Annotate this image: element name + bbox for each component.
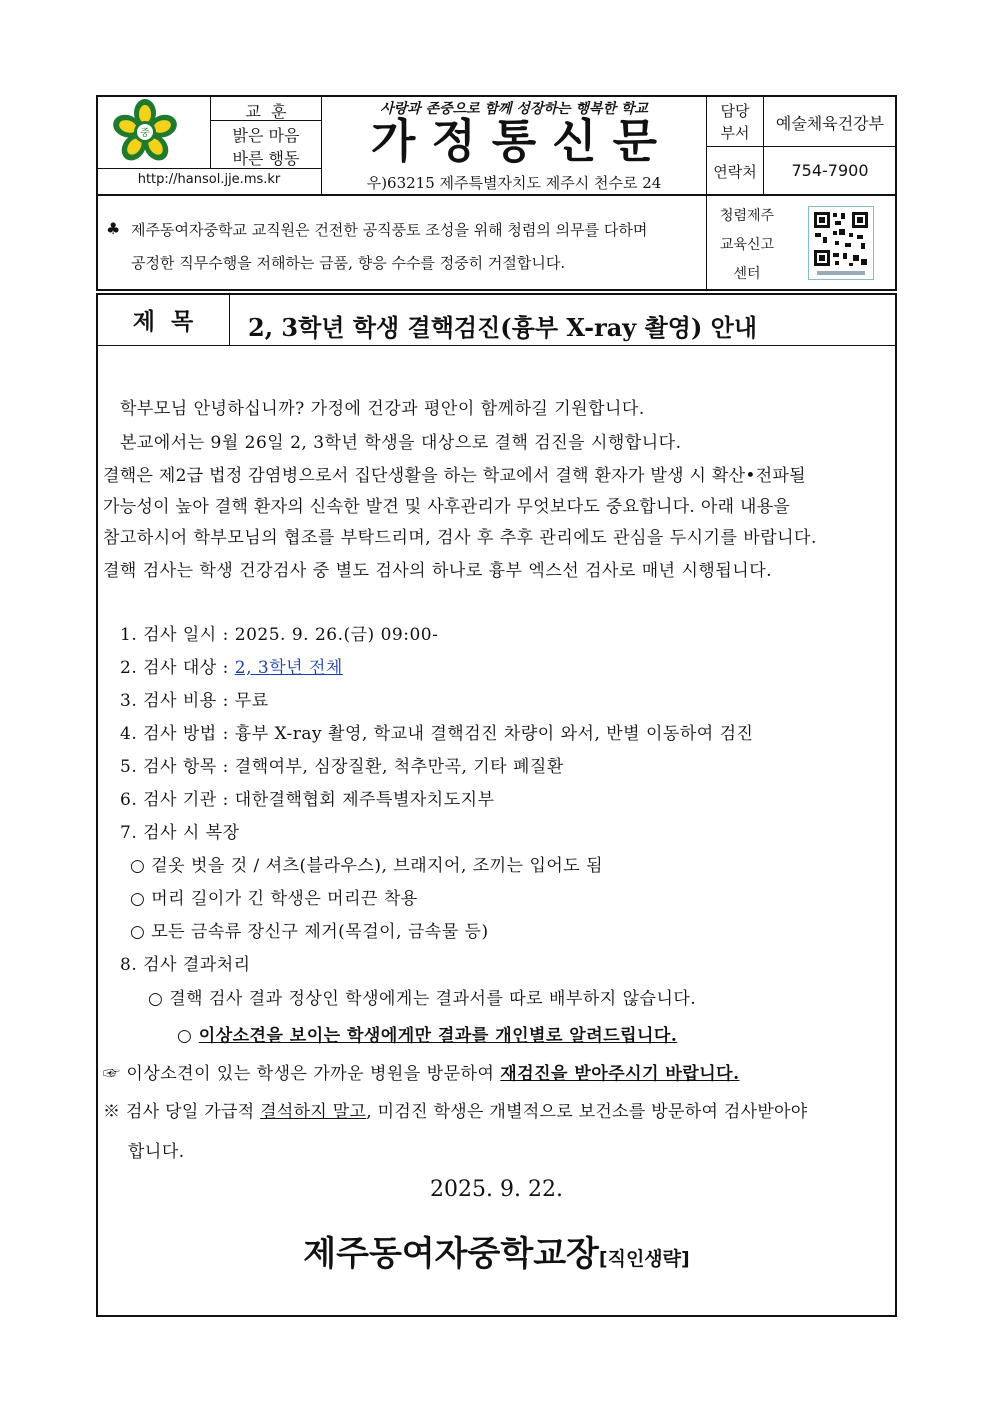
attendance-note-end: 합니다. xyxy=(128,1142,185,1162)
pointing-hand-icon: ☞ xyxy=(103,1064,121,1084)
school-logo xyxy=(110,99,180,165)
report-center-label2: 교육신고 xyxy=(719,237,775,253)
motto-label: 교 훈 xyxy=(245,102,287,121)
item-cost: 3. 검사 비용 : 무료 xyxy=(120,691,269,711)
recheck-note: ☞ 이상소견이 있는 학생은 가까운 병원을 방문하여 재검진을 받아주시기 바랍니다. xyxy=(103,1064,740,1084)
attire-rule-2: ○ 머리 길이가 긴 학생은 머리끈 착용 xyxy=(130,889,418,909)
integrity-line1: 제주동여자중학교 교직원은 건전한 공직풍토 조성을 위해 청렴의 의무를 다하며 xyxy=(131,221,648,239)
intro-paragraph: 본교에서는 9월 26일 2, 3학년 학생을 대상으로 결핵 검진을 시행합니다. xyxy=(120,433,682,453)
tb-paragraph-line2: 가능성이 높아 결핵 환자의 신속한 발견 및 사후관리가 무엇보다도 중요합니다. 아래 내용을 xyxy=(103,497,791,517)
motto-line2: 바른 행동 xyxy=(232,149,300,168)
attendance-note: ※ 검사 당일 가급적 결석하지 말고, 미검진 학생은 개별적으로 보건소를 방문하여 검사받아야 xyxy=(103,1102,808,1122)
subject-label: 제 목 xyxy=(132,309,194,335)
greeting-paragraph: 학부모님 안녕하십니까? 가정에 건강과 평안이 함께하길 기원합니다. xyxy=(120,399,645,419)
school-address: 우)63215 제주특별자치도 제주시 천수로 24 xyxy=(366,174,662,192)
principal-signature: 제주동여자중학교장[직인생략] xyxy=(303,1234,690,1274)
issue-date: 2025. 9. 22. xyxy=(430,1177,563,1202)
club-icon: ♣ xyxy=(106,219,121,238)
results-rule-2: ○ 이상소견을 보이는 학생에게만 결과를 개인별로 알려드립니다. xyxy=(177,1026,678,1046)
report-center-label1: 청렴제주 xyxy=(719,208,775,224)
qr-code-icon[interactable] xyxy=(808,206,874,280)
exam-paragraph: 결핵 검사는 학생 건강검사 중 별도 검사의 하나로 흉부 엑스선 검사로 매년 시행됩니다. xyxy=(103,561,773,581)
contact-label: 연락처 xyxy=(713,163,757,181)
tb-paragraph-line1: 결핵은 제2급 법정 감염병으로서 집단생활을 하는 학교에서 결핵 환자가 발생 시 확산•전파될 xyxy=(103,466,806,486)
attire-rule-3: ○ 모든 금속류 장신구 제거(목걸이, 금속물 등) xyxy=(130,922,489,942)
reference-mark-icon: ※ xyxy=(103,1102,121,1122)
item-target: 2. 검사 대상 : 2, 3학년 전체 xyxy=(120,658,343,678)
attire-rule-1: ○ 겉옷 벗을 것 / 셔츠(블라우스), 브래지어, 조끼는 입어도 됨 xyxy=(130,856,604,876)
tb-paragraph-line3: 참고하시어 학부모님의 협조를 부탁드리며, 검사 후 추후 관리에도 관심을 두시기를 바랍니다. xyxy=(103,528,817,548)
item-attire: 7. 검사 시 복장 xyxy=(120,823,240,843)
school-slogan: 사랑과 존중으로 함께 성장하는 행복한 학교 xyxy=(380,101,648,117)
report-center-label3: 센터 xyxy=(733,266,761,282)
subject-text: 2, 3학년 학생 결핵검진(흉부 X-ray 촬영) 안내 xyxy=(248,313,758,342)
item-method: 4. 검사 방법 : 흉부 X-ray 촬영, 학교내 결핵검진 차량이 와서, 반별 이동하여 검진 xyxy=(120,724,754,744)
motto-line1: 밝은 마음 xyxy=(232,126,300,145)
contact-value: 754-7900 xyxy=(791,161,869,180)
item-results: 8. 검사 결과처리 xyxy=(120,955,251,975)
item-institution: 6. 검사 기관 : 대한결핵협회 제주특별자치도지부 xyxy=(120,790,495,810)
target-link[interactable]: 2, 3학년 전체 xyxy=(234,658,343,678)
seal-omitted-note: [직인생략] xyxy=(598,1248,690,1270)
item-date: 1. 검사 일시 : 2025. 9. 26.(금) 09:00- xyxy=(120,625,439,645)
dept-label: 담당 부서 xyxy=(720,102,750,142)
dept-value: 예술체육건강부 xyxy=(775,114,885,133)
item-categories: 5. 검사 항목 : 결핵여부, 심장질환, 척추만곡, 기타 폐질환 xyxy=(120,757,564,777)
results-rule-1: ○ 결핵 검사 결과 정상인 학생에게는 결과서를 따로 배부하지 않습니다. xyxy=(148,989,697,1009)
school-website[interactable]: http://hansol.jje.ms.kr xyxy=(137,172,281,187)
svg-text:중: 중 xyxy=(140,128,150,139)
page-title: 가 정 통 신 문 xyxy=(370,114,658,168)
integrity-line2: 공정한 직무수행을 저해하는 금품, 향응 수수를 정중히 거절합니다. xyxy=(131,254,566,272)
